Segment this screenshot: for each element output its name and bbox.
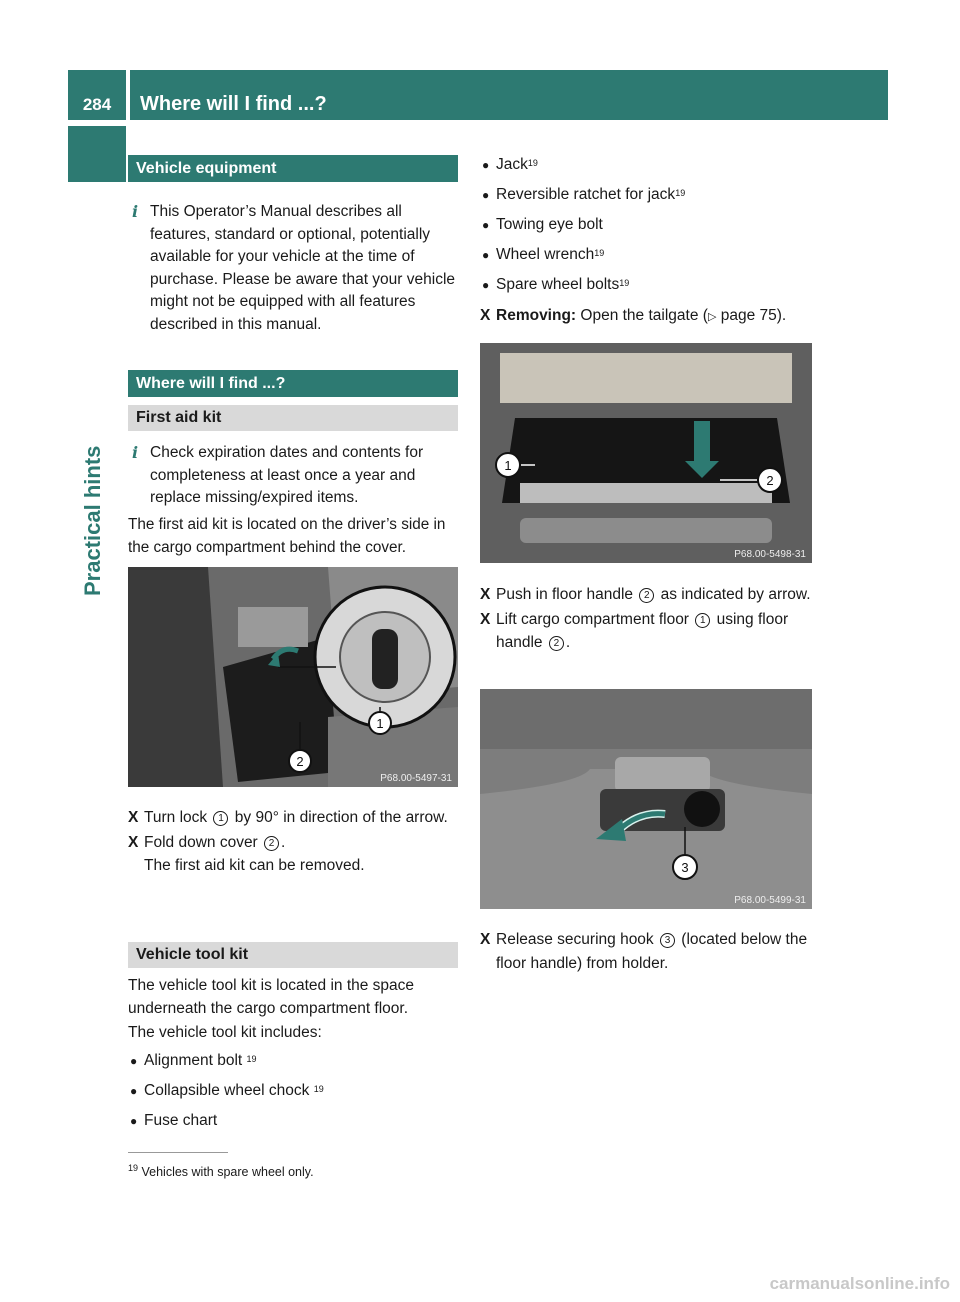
tool-kit-heading: Vehicle tool kit xyxy=(128,942,458,968)
callout-number: 2 xyxy=(264,836,279,851)
footnote-ref: 19 xyxy=(313,1084,324,1094)
svg-text:3: 3 xyxy=(681,860,689,875)
step-arrow-icon: X xyxy=(480,307,491,324)
list-item xyxy=(480,154,812,176)
side-tab xyxy=(68,126,126,1302)
step-arrow-icon: X xyxy=(480,931,491,948)
list-item-text: Fuse chart xyxy=(144,1112,218,1129)
first-aid-photo-illustration xyxy=(128,567,458,787)
bullet-icon: ● xyxy=(130,1114,138,1128)
first-aid-photo xyxy=(128,567,458,787)
list-item xyxy=(480,184,812,206)
step-item xyxy=(480,928,812,975)
step-text: Push in floor handle xyxy=(496,586,638,603)
footnote-number: 19 xyxy=(128,1163,139,1173)
page-number: 284 xyxy=(68,70,126,120)
first-aid-steps xyxy=(128,806,458,878)
callout-number: 1 xyxy=(213,811,228,826)
callout-number: 2 xyxy=(639,588,654,603)
first-aid-info xyxy=(128,442,458,510)
svg-text:2: 2 xyxy=(296,754,304,769)
callout-number: 1 xyxy=(695,613,710,628)
bullet-icon: ● xyxy=(482,278,490,292)
step-text: by 90° in direction of the arrow. xyxy=(230,809,448,826)
step-result: The first aid kit can be removed. xyxy=(144,857,365,874)
footnote-ref: 19 xyxy=(527,158,538,168)
step-item xyxy=(480,583,814,607)
footnote-ref: 19 xyxy=(594,248,605,258)
step-item xyxy=(128,831,458,878)
image-code: P68.00-5499-31 xyxy=(734,895,806,906)
removing-label: Removing: xyxy=(496,307,577,324)
page-title: Where will I find ...? xyxy=(130,70,888,120)
footnote-ref: 19 xyxy=(619,278,630,288)
cargo-floor-photo xyxy=(480,343,812,563)
removing-step xyxy=(480,304,812,330)
page-reference[interactable]: page 75). xyxy=(716,307,787,324)
step-arrow-icon: X xyxy=(480,586,491,603)
bullet-icon: ● xyxy=(482,158,490,172)
list-item-text: Towing eye bolt xyxy=(496,216,603,233)
step-text: Fold down cover xyxy=(144,833,263,851)
step-text: (located below the floor handle) from holder. xyxy=(496,931,808,972)
callout-number: 3 xyxy=(660,933,675,948)
step-text: Open the tailgate ( xyxy=(576,307,708,324)
footnote-divider xyxy=(128,1152,228,1153)
list-item-text: Jack xyxy=(496,156,528,173)
cargo-floor-steps xyxy=(480,583,814,655)
first-aid-heading: First aid kit xyxy=(128,405,458,431)
list-item xyxy=(480,274,812,296)
info-icon: i xyxy=(131,202,139,221)
step-text: as indicated by arrow. xyxy=(656,586,811,603)
footnote-text: Vehicles with spare wheel only. xyxy=(138,1165,314,1179)
tool-kit-body1: The vehicle tool kit is located in the space underneath the cargo compartment floor. xyxy=(128,977,415,1017)
step-item xyxy=(128,806,458,830)
list-item-text: Reversible ratchet for jack xyxy=(496,186,676,203)
list-item-text: Wheel wrench xyxy=(496,246,595,263)
step-text: Turn lock xyxy=(144,809,212,826)
footnote-ref: 19 xyxy=(675,188,686,198)
page-ref-arrow-icon: ▷ xyxy=(707,311,717,323)
list-item xyxy=(128,1050,458,1072)
list-item xyxy=(128,1080,458,1102)
svg-text:1: 1 xyxy=(376,716,384,731)
first-aid-info-text: Check expiration dates and contents for completeness at least once a year and replace missing/expired items. xyxy=(150,444,424,506)
svg-text:1: 1 xyxy=(504,458,512,473)
step-arrow-icon: X xyxy=(128,809,139,826)
bullet-icon: ● xyxy=(482,188,490,202)
list-item xyxy=(480,214,812,236)
bullet-icon: ● xyxy=(130,1084,138,1098)
tool-kit-list-continued xyxy=(480,154,812,330)
vehicle-equipment-heading: Vehicle equipment xyxy=(128,155,458,182)
step-text: Release securing hook xyxy=(496,931,658,948)
footnote xyxy=(128,1165,314,1179)
list-item-text: Spare wheel bolts xyxy=(496,276,620,293)
step-arrow-icon: X xyxy=(480,610,491,628)
callout-number: 2 xyxy=(549,636,564,651)
step-arrow-icon: X xyxy=(128,833,139,851)
step-text: using floor handle xyxy=(496,610,789,651)
vehicle-equipment-info xyxy=(128,201,458,336)
list-item xyxy=(480,244,812,266)
footnote-ref: 19 xyxy=(246,1054,257,1064)
bullet-icon: ● xyxy=(482,248,490,262)
svg-text:2: 2 xyxy=(766,473,774,488)
bullet-icon: ● xyxy=(482,218,490,232)
step-item xyxy=(480,608,814,655)
bullet-icon: ● xyxy=(130,1054,138,1068)
securing-hook-photo xyxy=(480,689,812,909)
vehicle-equipment-info-text: This Operator’s Manual describes all features, standard or optional, potentially available for your vehicle at the time of purchase. Please be aware that your vehicle might not be equipped with all features described in this manual. xyxy=(150,203,456,333)
info-icon: i xyxy=(131,443,139,462)
step-text: . xyxy=(565,634,571,651)
list-item-text: Alignment bolt xyxy=(144,1052,247,1069)
side-tab-block xyxy=(68,126,126,182)
where-heading: Where will I find ...? xyxy=(128,370,458,397)
step-text: Lift cargo compartment floor xyxy=(496,610,694,628)
hook-steps xyxy=(480,928,812,975)
first-aid-body: The first aid kit is located on the driver’s side in the cargo compartment behind the cover. xyxy=(128,516,446,556)
image-code: P68.00-5498-31 xyxy=(734,549,806,560)
cargo-floor-photo-illustration xyxy=(480,343,812,563)
list-item-text: Collapsible wheel chock xyxy=(144,1082,314,1099)
tool-kit-list xyxy=(128,1050,458,1132)
watermark: carmanualsonline.info xyxy=(769,1274,950,1293)
side-tab-label: Practical hints xyxy=(80,445,105,596)
securing-hook-photo-illustration xyxy=(480,689,812,909)
tool-kit-body2: The vehicle tool kit includes: xyxy=(128,1024,322,1041)
step-text: . xyxy=(281,833,286,851)
list-item xyxy=(128,1110,458,1132)
image-code: P68.00-5497-31 xyxy=(380,773,452,784)
